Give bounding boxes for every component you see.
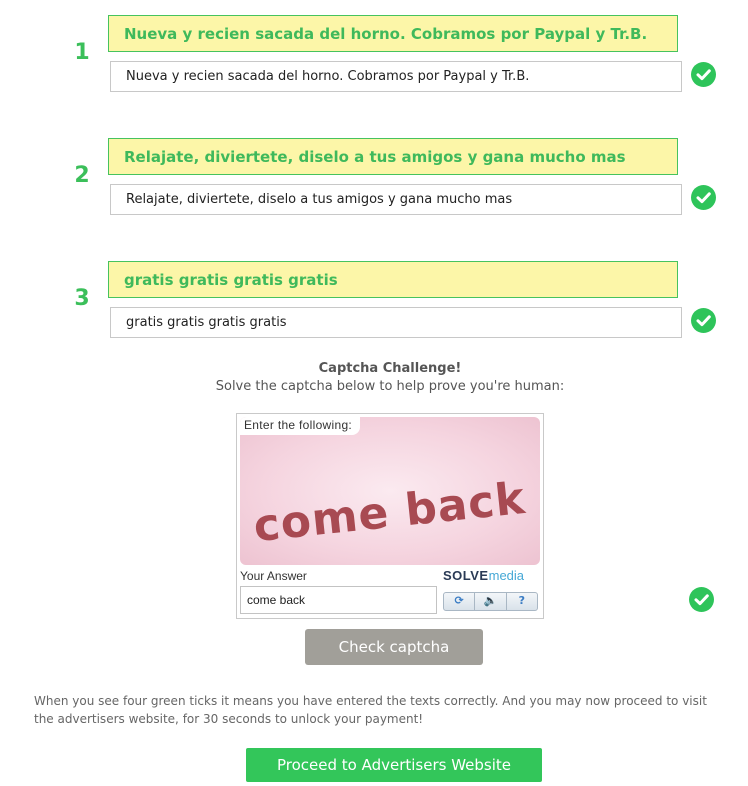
check-circle-icon <box>691 308 716 333</box>
captcha-answer-input[interactable]: come back <box>240 586 437 614</box>
captcha-widget <box>236 413 544 619</box>
help-icon[interactable]: ? <box>518 594 526 607</box>
captcha-controls <box>443 592 538 611</box>
instructions-note: When you see four green ticks it means you have entered the texts correctly. And you may now proceed to visit the advertisers website, for 30 seconds to unlock your payment! <box>34 694 707 726</box>
captcha-title: Captcha Challenge! <box>318 361 462 376</box>
brand-solve: SOLVE <box>443 568 489 583</box>
item-number-3: 3 <box>74 286 90 311</box>
brand-media: media <box>488 568 525 583</box>
check-circle-icon <box>689 587 714 612</box>
proceed-button[interactable]: Proceed to Advertisers Website <box>246 748 542 782</box>
item-number-2: 2 <box>74 163 90 188</box>
captcha-instruction: Enter the following: <box>240 417 360 435</box>
phrase-box-3: gratis gratis gratis gratis <box>108 261 678 298</box>
answer-input-3[interactable]: gratis gratis gratis gratis <box>110 307 682 338</box>
captcha-subtitle: Solve the captcha below to help prove you're human: <box>215 379 565 394</box>
phrase-box-2: Relajate, diviertete, diselo a tus amigos y gana mucho mas <box>108 138 678 175</box>
check-circle-icon <box>691 62 716 87</box>
captcha-image-text <box>240 417 540 565</box>
phrase-box-1: Nueva y recien sacada del horno. Cobramos por Paypal y Tr.B. <box>108 15 678 52</box>
your-answer-label: Your Answer <box>240 569 307 583</box>
refresh-icon[interactable]: ⟳ <box>444 593 475 610</box>
answer-input-2[interactable]: Relajate, diviertete, diselo a tus amigos y gana mucho mas <box>110 184 682 215</box>
answer-input-1[interactable]: Nueva y recien sacada del horno. Cobramos por Paypal y Tr.B. <box>110 61 682 92</box>
check-captcha-button[interactable]: Check captcha <box>305 629 483 665</box>
item-number-1: 1 <box>74 40 90 65</box>
check-circle-icon <box>691 185 716 210</box>
solve-media-logo <box>443 568 524 583</box>
svg-text:come back: come back <box>251 472 528 553</box>
audio-icon[interactable]: 🔈 <box>475 593 506 610</box>
captcha-image <box>240 417 540 565</box>
